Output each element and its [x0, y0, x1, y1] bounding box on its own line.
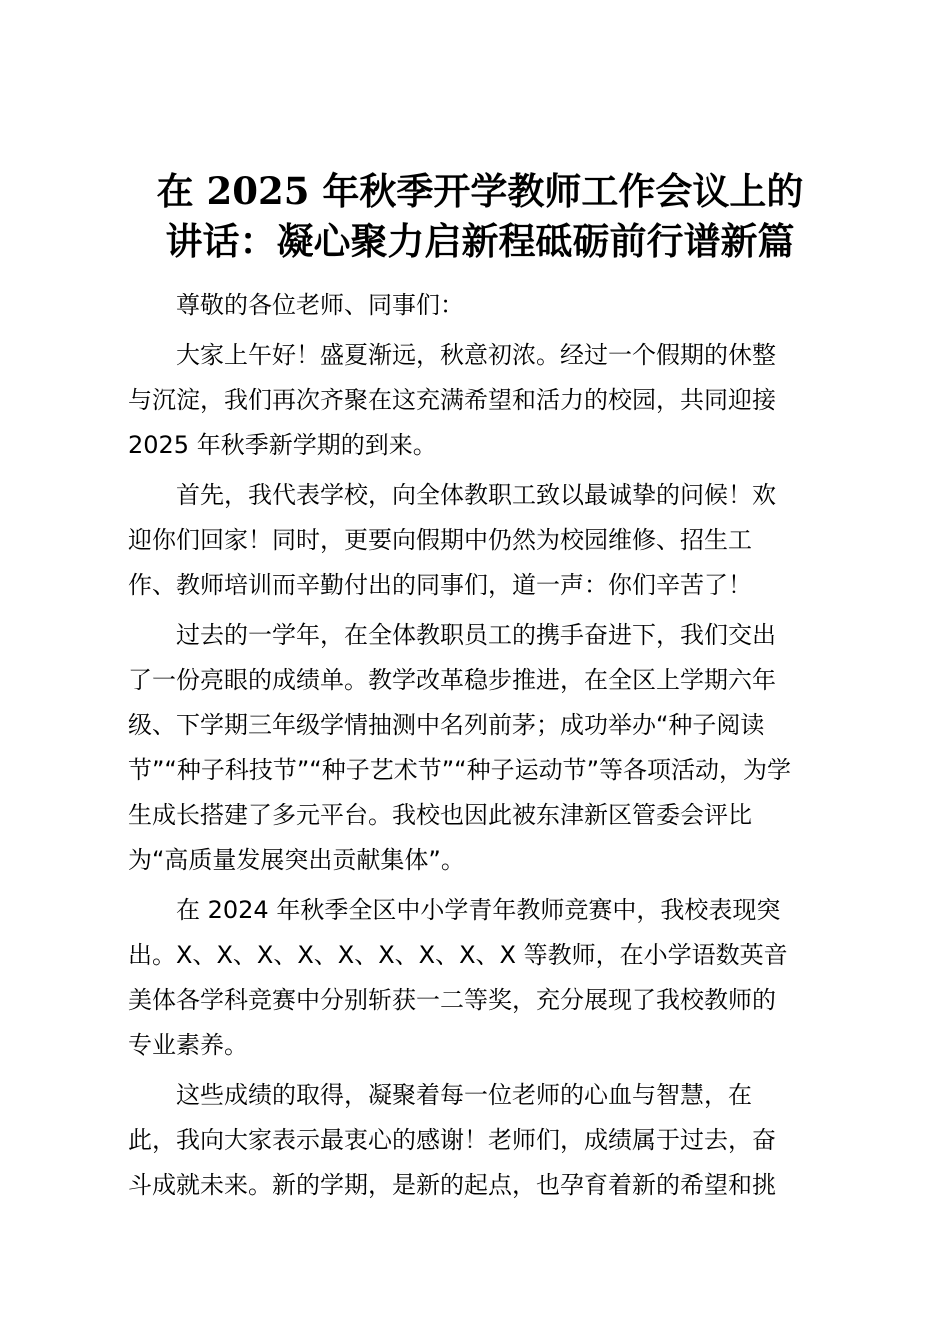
- salutation: [128, 283, 828, 328]
- paragraph: [128, 473, 828, 608]
- paragraph-line: 节”“种子科技节”“种子艺术节”“种子运动节”等各项活动，为学: [128, 756, 792, 784]
- title-line: 在 2025 年秋季开学教师工作会议上的: [156, 169, 804, 213]
- paragraph: [128, 1073, 828, 1208]
- paragraph-line: 专业素养。: [128, 1031, 248, 1059]
- paragraph-line: 生成长搭建了多元平台。我校也因此被东津新区管委会评比: [128, 801, 752, 829]
- paragraph: [128, 333, 828, 468]
- paragraph-line: 在 2024 年秋季全区中小学青年教师竞赛中，我校表现突: [176, 896, 781, 924]
- paragraph-line: 美体各学科竞赛中分别斩获一二等奖，充分展现了我校教师的: [128, 986, 776, 1014]
- paragraph-line: 为“高质量发展突出贡献集体”。: [128, 846, 465, 874]
- paragraph-line: 首先，我代表学校，向全体教职工致以最诚挚的问候！欢: [176, 481, 776, 509]
- paragraph-line: 这些成绩的取得，凝聚着每一位老师的心血与智慧，在: [176, 1081, 752, 1109]
- paragraph-line: 此，我向大家表示最衷心的感谢！老师们，成绩属于过去，奋: [128, 1126, 776, 1154]
- paragraph: [128, 888, 828, 1068]
- paragraph-line: 级、下学期三年级学情抽测中名列前茅；成功举办“种子阅读: [128, 711, 765, 739]
- document-title: [120, 166, 840, 266]
- paragraph-line: 过去的一学年，在全体教职员工的携手奋进下，我们交出: [176, 621, 776, 649]
- salutation-text: 尊敬的各位老师、同事们：: [176, 291, 464, 319]
- title-line: 讲话：凝心聚力启新程砥砺前行谱新篇: [165, 219, 795, 263]
- paragraph-line: 大家上午好！盛夏渐远，秋意初浓。经过一个假期的休整: [176, 341, 776, 369]
- paragraph-line: 作、教师培训而辛勤付出的同事们，道一声：你们辛苦了！: [128, 571, 752, 599]
- document-body: [128, 283, 828, 1208]
- paragraph-line: 与沉淀，我们再次齐聚在这充满希望和活力的校园，共同迎接: [128, 386, 776, 414]
- paragraph-line: 迎你们回家！同时，更要向假期中仍然为校园维修、招生工: [128, 526, 752, 554]
- paragraph-line: 出。X、X、X、X、X、X、X、X、X 等教师，在小学语数英音: [128, 941, 788, 969]
- paragraph-line: 2025 年秋季新学期的到来。: [128, 431, 437, 459]
- paragraph-line: 了一份亮眼的成绩单。教学改革稳步推进，在全区上学期六年: [128, 666, 776, 694]
- paragraph: [128, 613, 828, 883]
- paragraph-line: 斗成就未来。新的学期，是新的起点，也孕育着新的希望和挑: [128, 1171, 776, 1199]
